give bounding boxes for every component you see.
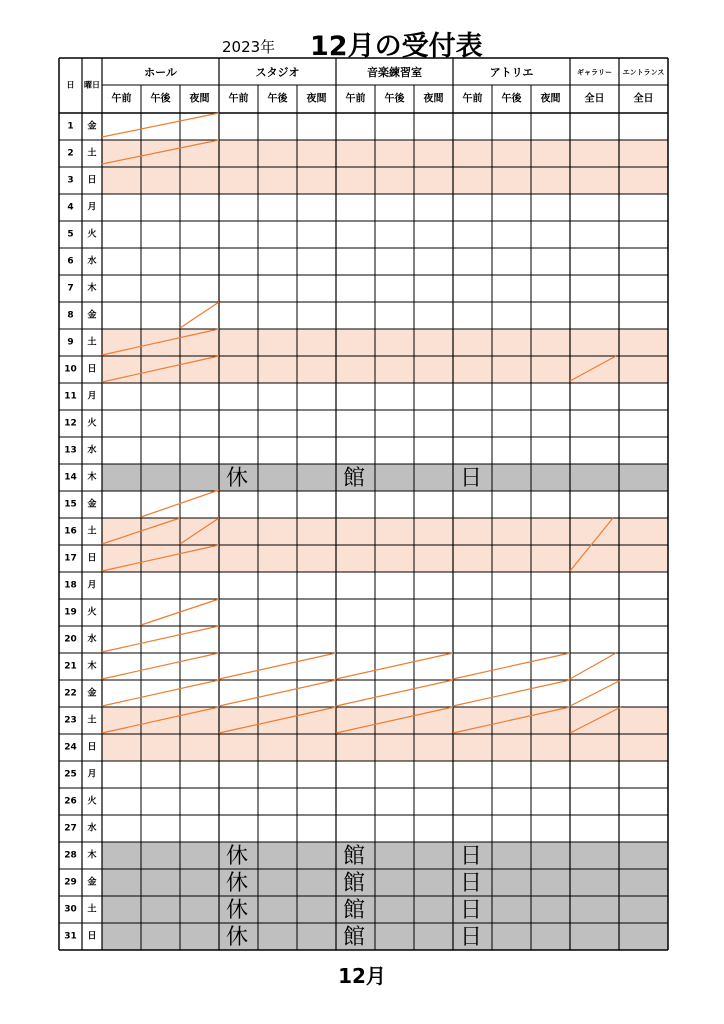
group-header: ギャラリー	[577, 68, 612, 77]
slot-header: 夜間	[423, 93, 444, 105]
weekend-row-fill	[102, 140, 668, 167]
slot-header: 夜間	[540, 93, 561, 105]
weekday-label: 日	[87, 553, 97, 564]
day-number: 10	[64, 364, 77, 375]
weekday-label: 月	[87, 580, 97, 591]
booking-mark-line	[453, 680, 570, 706]
weekend-row-fill	[102, 734, 668, 761]
closed-day-text: 館	[342, 871, 366, 896]
closed-row-fill	[102, 464, 668, 491]
booking-mark-line	[336, 680, 453, 706]
day-number: 29	[64, 877, 77, 888]
day-column-header: 日	[66, 80, 75, 90]
weekday-label: 日	[87, 175, 97, 186]
day-number: 4	[67, 202, 74, 213]
booking-mark-line	[180, 302, 219, 328]
weekend-row-fill	[102, 329, 668, 356]
day-number: 20	[64, 634, 77, 645]
weekday-label: 金	[87, 877, 97, 888]
closed-day-text: 館	[342, 898, 366, 923]
weekend-row-fill	[102, 545, 668, 572]
day-number: 15	[64, 499, 77, 510]
day-number: 8	[67, 310, 74, 321]
weekday-label: 水	[87, 445, 97, 456]
weekday-label: 火	[87, 796, 97, 807]
weekday-label: 土	[87, 904, 97, 915]
day-number: 9	[67, 337, 74, 348]
weekend-row-fill	[102, 167, 668, 194]
closed-day-text: 日	[459, 844, 483, 869]
day-number: 16	[64, 526, 77, 537]
day-number: 2	[67, 148, 74, 159]
weekend-row-fill	[102, 356, 668, 383]
year-label: 2023年	[222, 38, 276, 56]
slot-header: 午後	[501, 93, 522, 105]
weekday-label: 金	[87, 688, 97, 699]
closed-row-fill	[102, 869, 668, 896]
weekday-label: 土	[87, 337, 97, 348]
day-number: 24	[64, 742, 77, 753]
slot-header: 午前	[345, 93, 366, 105]
closed-day-text: 休	[225, 871, 249, 896]
day-number: 19	[64, 607, 77, 618]
closed-day-text: 日	[459, 466, 483, 491]
day-number: 27	[64, 823, 77, 834]
weekend-row-fill	[102, 518, 668, 545]
booking-mark-line	[570, 653, 616, 679]
slot-header: 全日	[633, 93, 654, 105]
group-header: 音楽練習室	[367, 66, 422, 79]
booking-mark-line	[219, 653, 336, 679]
page-title: 12月の受付表	[310, 31, 483, 62]
weekday-label: 火	[87, 607, 97, 618]
weekday-label: 水	[87, 634, 97, 645]
group-header: スタジオ	[255, 66, 300, 79]
day-number: 11	[64, 391, 77, 402]
slot-header: 午前	[111, 93, 132, 105]
closed-day-text: 館	[342, 466, 366, 491]
group-header: アトリエ	[489, 66, 534, 79]
day-number: 30	[64, 904, 77, 915]
slot-header: 午前	[462, 93, 483, 105]
weekday-label: 火	[87, 418, 97, 429]
weekday-label: 金	[87, 310, 97, 321]
weekday-label: 木	[87, 472, 97, 483]
closed-day-text: 日	[459, 898, 483, 923]
slot-header: 全日	[584, 93, 605, 105]
day-number: 26	[64, 796, 77, 807]
closed-day-text: 日	[459, 925, 483, 950]
day-number: 17	[64, 553, 77, 564]
day-number: 7	[67, 283, 74, 294]
closed-row-fill	[102, 842, 668, 869]
booking-mark-line	[570, 680, 621, 706]
weekday-label: 月	[87, 769, 97, 780]
weekday-label: 木	[87, 283, 97, 294]
day-number: 21	[64, 661, 77, 672]
weekday-label: 日	[87, 931, 97, 942]
day-number: 6	[67, 256, 74, 267]
slot-header: 午後	[267, 93, 288, 105]
weekday-label: 木	[87, 850, 97, 861]
day-number: 14	[64, 472, 77, 483]
closed-day-text: 館	[342, 925, 366, 950]
weekend-row-fill	[102, 707, 668, 734]
slot-header: 夜間	[306, 93, 327, 105]
closed-row-fill	[102, 896, 668, 923]
table-text	[64, 65, 664, 950]
weekday-label: 水	[87, 823, 97, 834]
weekday-column-header: 曜日	[84, 80, 100, 90]
weekday-label: 木	[87, 661, 97, 672]
booking-mark-line	[102, 113, 219, 137]
weekday-label: 水	[87, 256, 97, 267]
day-number: 31	[64, 931, 77, 942]
closed-day-text: 館	[342, 844, 366, 869]
group-header: ホール	[144, 66, 177, 79]
weekday-label: 金	[87, 499, 97, 510]
day-number: 13	[64, 445, 77, 456]
weekday-label: 土	[87, 148, 97, 159]
booking-mark-line	[219, 680, 336, 706]
group-header: エントランス	[622, 68, 665, 77]
slot-header: 午後	[150, 93, 171, 105]
closed-day-text: 休	[225, 466, 249, 491]
day-number: 23	[64, 715, 77, 726]
day-number: 3	[67, 175, 74, 186]
booking-mark-line	[453, 653, 570, 679]
day-number: 25	[64, 769, 77, 780]
slot-header: 夜間	[189, 93, 210, 105]
closed-row-fill	[102, 923, 668, 950]
footer-month-label: 12月	[338, 964, 386, 988]
weekday-label: 火	[87, 229, 97, 240]
closed-day-text: 休	[225, 925, 249, 950]
weekday-label: 月	[87, 202, 97, 213]
closed-day-text: 日	[459, 871, 483, 896]
day-number: 1	[67, 121, 74, 132]
booking-mark-line	[102, 653, 219, 679]
slot-header: 午後	[384, 93, 405, 105]
booking-mark-line	[102, 680, 219, 706]
weekday-label: 土	[87, 526, 97, 537]
weekday-label: 土	[87, 715, 97, 726]
day-number: 22	[64, 688, 77, 699]
weekday-label: 月	[87, 391, 97, 402]
day-number: 5	[67, 229, 74, 240]
weekday-label: 金	[87, 121, 97, 132]
slot-header: 午前	[228, 93, 249, 105]
booking-mark-line	[336, 653, 453, 679]
day-number: 18	[64, 580, 77, 591]
closed-day-text: 休	[225, 898, 249, 923]
day-number: 28	[64, 850, 77, 861]
weekday-label: 日	[87, 742, 97, 753]
closed-day-text: 休	[225, 844, 249, 869]
booking-mark-line	[102, 626, 219, 652]
day-number: 12	[64, 418, 77, 429]
weekday-label: 日	[87, 364, 97, 375]
